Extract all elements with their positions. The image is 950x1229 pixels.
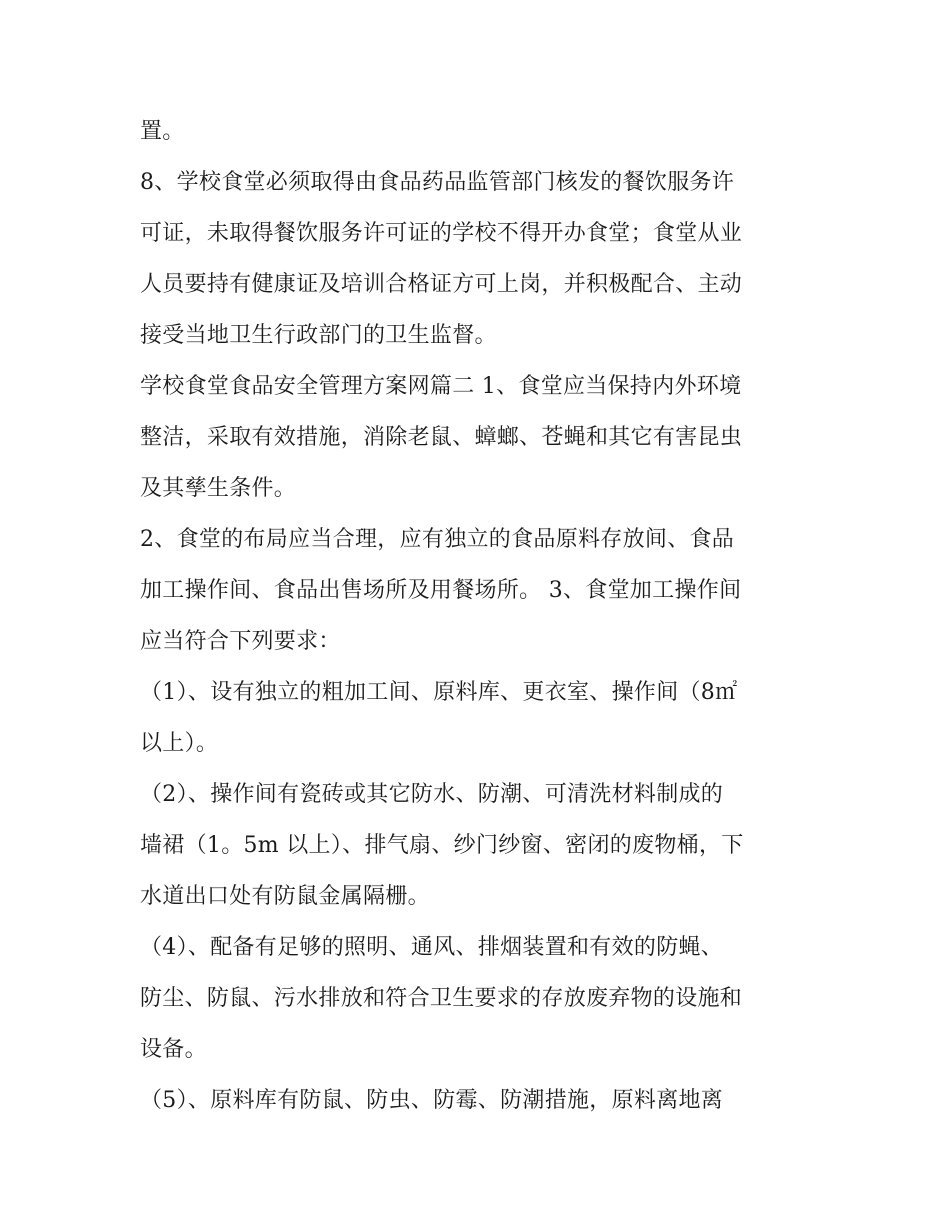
text-line: 应当符合下列要求： xyxy=(140,629,341,654)
text-line: 接受当地卫生行政部门的卫生监督。 xyxy=(140,323,497,348)
text-line: 人员要持有健康证及培训合格证方可上岗，并积极配合、主动 xyxy=(140,272,743,297)
text-line: 墙裙（1。5m 以上）、排气扇、纱门纱窗、密闭的废物桶，下 xyxy=(140,833,744,858)
text-line: 8、学校食堂必须取得由食品药品监管部门核发的餐饮服务许 xyxy=(140,170,735,195)
text-line: 防尘、防鼠、污水排放和符合卫生要求的存放废弃物的设施和 xyxy=(140,986,743,1011)
text-line: 及其孳生条件。 xyxy=(140,476,297,501)
document-body xyxy=(140,106,820,1126)
text-line: 水道出口处有防鼠金属隔栅。 xyxy=(140,884,430,909)
text-line: 以上）。 xyxy=(140,731,219,756)
text-line: 可证，未取得餐饮服务许可证的学校不得开办食堂；食堂从业 xyxy=(140,221,743,246)
text-line: 2、食堂的布局应当合理，应有独立的食品原料存放间、食品 xyxy=(140,527,735,552)
text-line: （5）、原料库有防鼠、防虫、防霉、防潮措施，原料离地离 xyxy=(140,1088,724,1113)
text-line: 设备。 xyxy=(140,1037,207,1062)
text-line: 学校食堂食品安全管理方案网篇二 1、食堂应当保持内外环境 xyxy=(140,374,742,399)
text-line: （2）、操作间有瓷砖或其它防水、防潮、可清洗材料制成的 xyxy=(140,782,724,807)
text-line: 加工操作间、食品出售场所及用餐场所。 3、食堂加工操作间 xyxy=(140,578,742,603)
text-line: 整洁，采取有效措施，消除老鼠、蟑螂、苍蝇和其它有害昆虫 xyxy=(140,425,743,450)
text-line: 置。 xyxy=(140,119,185,144)
text-line: （1）、设有独立的粗加工间、原料库、更衣室、操作间（8㎡ xyxy=(140,680,738,705)
text-line: （4）、配备有足够的照明、通风、排烟装置和有效的防蝇、 xyxy=(140,935,724,960)
